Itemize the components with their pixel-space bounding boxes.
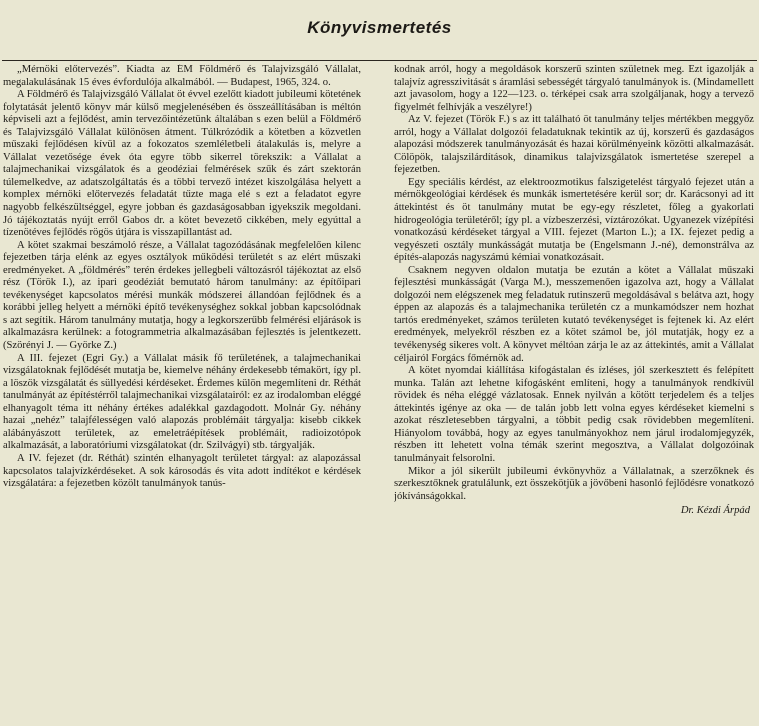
- paragraph: Csaknem negyven oldalon mutatja be ezután a kötet a Vállalat műszaki fejlesztési munkásságát (Varga M.), messzemenően igazolva azt, hogy a Vállalat dolgozói nem elégszenek meg feladatuk rutinszerű megoldásával s belátva azt, hogy éppen az alapozás és a talajmechanika területén cz a munkamódszer nem hozhat tartós eredményeket, számos területen kutató tevékenységet is fejtenek ki. Az elért eredmények, melyekről részben ez a kötet számol be, jól mutatják, hogy ez a tevékenység sikeres volt. A könyvet méltóan zárja le az az áttekintés, amit a Vállalat céljairól Forgács főmérnök ad.: [394, 264, 754, 364]
- title-divider: [2, 60, 757, 61]
- paragraph: A kötet szakmai beszámoló része, a Vállalat tagozódásának megfelelően kilenc fejezetben tárja elénk az egyes osztályok működési területét s az elért műszaki eredményeket. A „földmérés” terén érdekes jellegbeli változásról tájékoztat az első rész (Török I.), az ipari geodéziát bemutató három tanulmány: az építőipari tevékenységet kapcsolatos mérési munkák módszerei állandóan fejlődnek és a korábbi jelleg helyett a mérnöki építő tevékenységhez sokkal jobban kapcsolódnak s azt segítik. Három tanulmány mutatja, hogy a legkorszerűbb felmérési eljárások is alkalmazásra kerülnek: a fotogrammetria alkalmazásában fejlesztés is jelentkezett. (Szörényi J. — Györke Z.): [3, 239, 361, 352]
- author-signature: Dr. Kézdi Árpád: [680, 505, 750, 517]
- book-citation: „Mérnöki előtervezés”. Kiadta az ÉM Földmérő és Talajvizsgáló Vállalat, megalakulásának 15 éves évfordulója alkalmából. — Budapest, 1965, 324. o.: [3, 64, 361, 88]
- paragraph: Mikor a jól sikerült jubileumi évkönyvhöz a Vállalatnak, a szerzőknek és szerkesztőknek gratulálunk, ezt összekötjük a jövőbeni hasonló fejlődésre vonatkozó jókívánságokkal.: [394, 465, 754, 502]
- right-column: [394, 64, 754, 726]
- left-column: [3, 64, 361, 726]
- paragraph: A Földmérő és Talajvizsgáló Vállalat öt évvel ezelőtt kiadott jubileumi kötetének folytatását jelentő könyv már külső megjelenésében és összeállításában is méltón képviseli azt a fejlődést, amin tervezőintézetünk általában s ezen belül a Földmérő és Talajvizsgáló Vállalat különösen átment. Túlkrózódik a kötetben a közvetlen műszaki fejlődésen kívül az a fokozatos szemléletbeli átalakulás is, melyre a Vállalat vezetősége évek óta egyre több sikerrel törekszik: a Vállalat a talajmechanikai vizsgálatok és a geodéziai felmérések szűk és zárt szektorán túlemelkedve, az adatszolgáltatás és a többi tervező intézet kiszolgálása helyett a komplex mérnöki előtervezés feladatát tűzte maga elé s ezt a feladatot egyre nagyobb felkészültséggel, egyre jobban és gazdaságosabban igyekszik megoldani. Jó tájékoztatás nyújt erről Gabos dr. a kötet bevezető cikkében, mely egyúttal a tízenötéves fejlődés rögös útjára is visszapillantást ad.: [3, 89, 361, 239]
- paragraph: Az V. fejezet (Török F.) s az itt található öt tanulmány teljes mértékben meggyőz arról, hogy a Vállalat dolgozói feladatuknak tekintik az új, korszerű és gazdaságos alapozási módszerek tanulmányozását és hazai körülményeink közötti alkalmazását. Cölöpök, talajszilárdítások, dinamikus talajvizsgálatok ismertetése szerepel a fejezetben.: [394, 114, 754, 176]
- paragraph: A IV. fejezet (dr. Réthát) szintén elhanyagolt területet tárgyal: az alapozással kapcsolatos talajvízkérdéseket. A sok károsodás és vita adott indítékot e kérdések vizsgálatára: a fejezetben közölt tanulmányok tanús-: [3, 452, 361, 490]
- paragraph: kodnak arról, hogy a megoldások korszerű szinten születnek meg. Ezt igazolják a talajvíz agresszivitását s áramlási sebességét tárgyaló tanulmányok is. (Mindamellett azt javasolom, hogy a 122—123. o. térképei csak arra szolgáljanak, hogy a tervező figyelmét felhívják a veszélyre!): [394, 64, 754, 113]
- paragraph: A kötet nyomdai kiállítása kifogástalan és ízléses, jól szerkesztett és felépített munka. Talán azt lehetne kifogásként említeni, hogy a tanulmányok rendkívül rövidek és néha eléggé vázlatosak. Ennek nyilván a kötött terjedelem és a teljes áttekintés igénye az oka — de talán jobb lett volna egyes kérdéseket kiemelni s azokat részletesebben tárgyalni, a többit pedig csak rövidebben megemlíteni. Hiányolom továbbá, hogy az egyes tanulmányokhoz nem járul irodalomjegyzék, részben itt lehetett volna témák szerint megosztva, a Vállalat dolgozóinak tanulmányait felsorolni.: [394, 365, 754, 464]
- paragraph: Egy speciális kérdést, az elektroozmotikus falszigetelést tárgyaló fejezet után a mérnökgeológiai kérdések és munkák ismertetésére kerül sor; dr. Karácsonyi ad itt áttekintést és öt tanulmány mutat be egy-egy részletet, főleg a gyakorlati hidrogeológia területéről; így pl. a vízbeszerzési, víztározókat. Ugyanezek vízépítési vonatkozású kérdéseket tárgyal a VIII. fejezet (Marton L.); a IX. fejezet pedig a vegyészeti osztály munkásságát mutatja be (Engelsmann J.-né), demonstrálva az építés-alapozás nagyszámú kémiai vonatkozásait.: [394, 176, 754, 264]
- paragraph: A III. fejezet (Egri Gy.) a Vállalat másik fő területének, a talajmechanikai vizsgálatoknak fejlődését mutatja be, kiemelve néhány érdekesebb témakört, így pl. a löszök vizsgálatát és süllyedési kérdéseket. Érdemes külön megemlíteni dr. Réthát tanulmányát az építéstérről talajmechanikai vizsgálatairól: ez az irodalomban eléggé elhanyagolt téma itt néhány értékes adalékkal gazdagodott. Molnár Gy. néhány hazai „nehéz” talajfélességen való alapozás problémáit tárgyalja: kisebb cikkek alábányászott területek, az emeletráépítések problémáit, radioizotópok alkalmazását, a laboratóriumi vizsgálatokat (dr. Szilvágyi) stb. tárgyalják.: [3, 352, 361, 452]
- section-title: Könyvismertetés: [307, 18, 452, 37]
